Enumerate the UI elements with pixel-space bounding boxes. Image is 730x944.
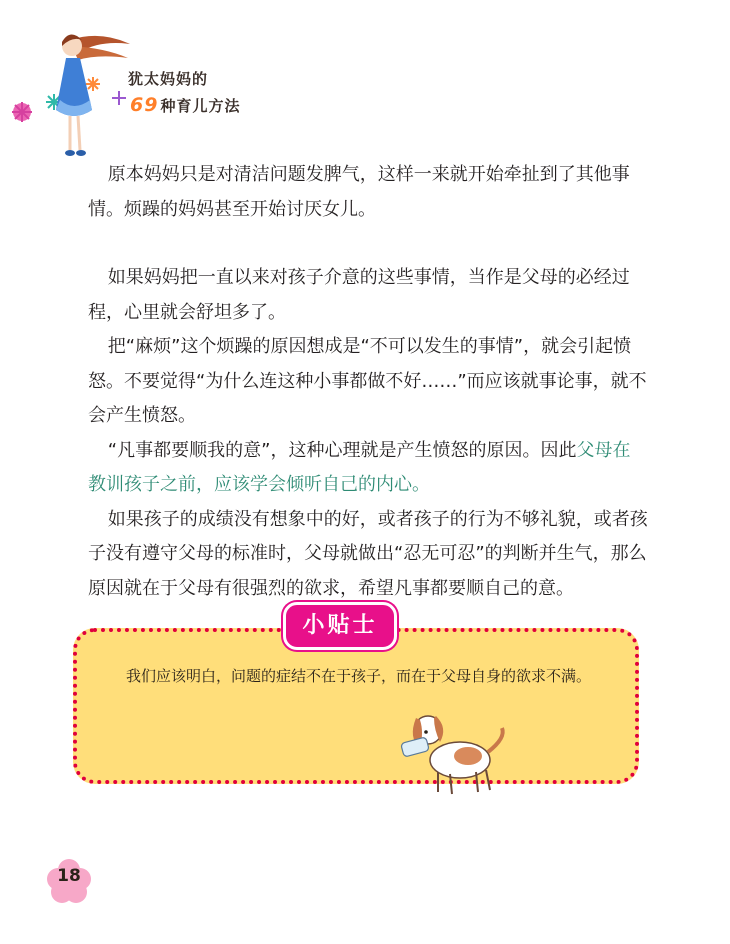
book-title: 犹太妈妈的 xyxy=(128,70,209,88)
paragraph-4 xyxy=(88,434,648,503)
paragraph-4-text: “凡事都要顺我的意”，这种心理就是产生愤怒的原因。因此 xyxy=(107,439,577,461)
book-subtitle-text: 种育儿方法 xyxy=(160,97,241,115)
paragraph-2: 如果妈妈把一直以来对孩子介意的这些事情，当作是父母的必经过程，心里就会舒坦多了。 xyxy=(88,267,630,323)
book-subtitle-number: 69 xyxy=(130,94,159,116)
highlight-text: 父母在教训孩子之前，应该学会倾听自己的内心。 xyxy=(88,439,631,495)
tip-box xyxy=(73,628,639,784)
main-content xyxy=(88,158,648,606)
paragraph-5: 如果孩子的成绩没有想象中的好，或者孩子的行为不够礼貌，或者孩子没有遵守父母的标准时，父母就做出“忍无可忍”的判断并生气，那么原因就在于父母有很强烈的欲求，希望凡事都要顺自己的意。 xyxy=(88,508,648,599)
dog-illustration-icon xyxy=(398,708,513,798)
paragraph-gap xyxy=(88,227,648,261)
paragraph-3: 把“麻烦”这个烦躁的原因想成是“不可以发生的事情”，就会引起愤怒。不要觉得“为什么连这种小事都做不好……”而应该就事论事，就不会产生愤怒。 xyxy=(88,336,647,426)
book-subtitle xyxy=(130,94,240,116)
paragraph-1: 原本妈妈只是对清洁问题发脾气，这样一来就开始牵扯到了其他事情。烦躁的妈妈甚至开始讨厌女儿。 xyxy=(88,164,630,220)
tip-label: 小贴士 xyxy=(283,602,397,650)
tip-text: 我们应该明白，问题的症结不在于孩子，而在于父母自身的欲求不满。 xyxy=(126,667,592,685)
page-number: 18 xyxy=(57,866,81,886)
